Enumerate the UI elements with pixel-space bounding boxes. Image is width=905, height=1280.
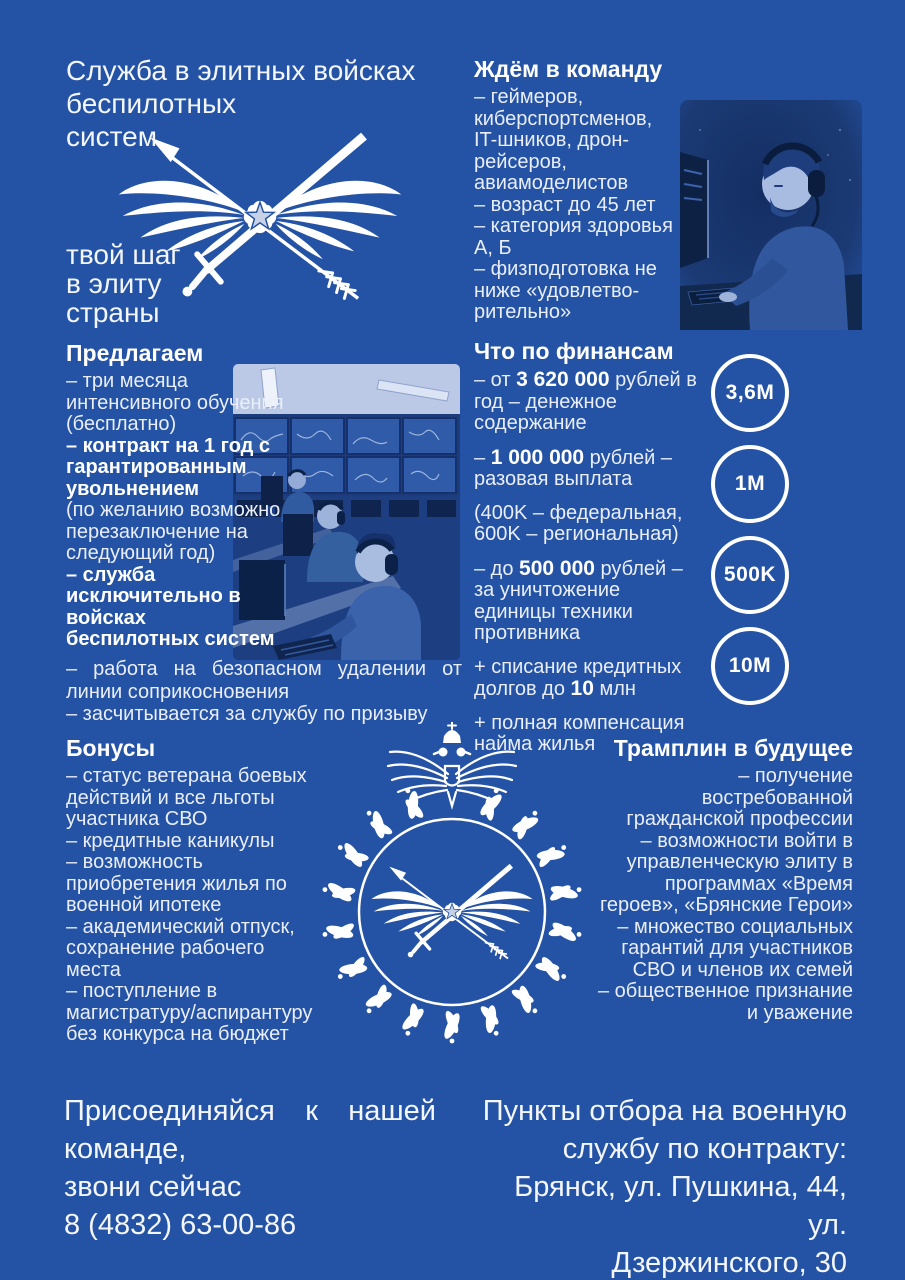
phone-number: 8 (4832) 63-00-86 [64, 1209, 297, 1241]
join-line: команде, [64, 1133, 187, 1165]
title-line: беспилотных [66, 88, 237, 119]
finance-item [474, 503, 702, 546]
section-offer [66, 340, 284, 651]
section-future [595, 735, 853, 1024]
finance-item [474, 558, 702, 645]
join-call-block [64, 1092, 436, 1244]
list-item: – возможности войти в управленческую элиту в программах «Время героев», «Брянские Герои» [600, 829, 853, 916]
section-team [474, 56, 679, 324]
title-line: Служба в элитных войсках [66, 55, 416, 86]
list-item: – поступление в магистратуру/аспирантуру без конкурса на бюджет [66, 980, 313, 1045]
finance-text: рублей – разовая выплата [474, 446, 673, 490]
money-badge: 500K [711, 536, 789, 614]
list-item: – академический отпуск, сохранение рабочего места [66, 915, 295, 981]
section-heading: Предлагаем [66, 340, 204, 366]
list-item: – получение востребованной гражданской профессии [626, 765, 853, 830]
finance-amount: 3 620 000 [516, 368, 610, 391]
list-item: – засчитывается за службу по призыву [66, 703, 428, 725]
section-heading: Бонусы [66, 735, 156, 761]
finance-amount: 1 000 000 [490, 445, 585, 469]
tagline-line: твой шаг [66, 239, 181, 270]
list-item: – геймеров, киберспортсменов, IT-шников, дрон-рейсеров, авиамоделистов [474, 86, 653, 194]
points-line: Пункты отбора на военную [482, 1095, 847, 1127]
list-item: – возможность приобретения жилья по военной ипотеке [66, 851, 287, 916]
list-item: – служба исключительно в войсках беспилотных систем [66, 563, 275, 650]
list-item: – кредитные каникулы [66, 829, 275, 852]
list-item: – статус ветерана боевых действий и все льготы участника СВО [66, 765, 307, 830]
finance-text: – [474, 446, 491, 469]
list-item: – общественное признание и уважение [598, 980, 853, 1024]
finance-item [474, 447, 702, 491]
list-item: – возраст до 45 лет [474, 193, 656, 216]
money-badge: 1M [711, 445, 789, 523]
money-badge: 10M [711, 627, 789, 705]
points-line: Дзержинского, 30 [611, 1247, 847, 1279]
finance-text: рублей – за уничтожение единицы техники противника [474, 557, 683, 644]
join-line: Присоединяйся к нашей [64, 1095, 436, 1127]
finance-amount: 10 [570, 677, 594, 700]
finance-text: – до [474, 557, 520, 580]
section-bonuses [66, 735, 321, 1046]
points-line: Брянск, ул. Пушкина, 44, ул. [514, 1171, 847, 1241]
money-badge: 3,6M [711, 354, 789, 432]
finance-item [474, 369, 702, 435]
list-item: – три месяца интенсивного обучения (бесплатно) [66, 370, 284, 435]
money-badges [711, 354, 789, 705]
list-item: – контракт на 1 год с гарантированным увольнением [66, 434, 271, 500]
section-finance [474, 338, 702, 768]
points-line: службу по контракту: [562, 1133, 847, 1165]
list-item: – физподготовка не ниже «удовлетво-рительно» [474, 258, 657, 323]
finance-text: рублей в год – денежное содержание [474, 369, 697, 434]
gamer-image [680, 100, 862, 330]
hero-tagline [66, 240, 181, 327]
list-item: (по желанию возможно перезаключение на следующий год) [66, 499, 281, 564]
finance-text: + полная компенсация найма жилья [474, 711, 685, 755]
finance-text: – от [474, 369, 517, 391]
finance-text: + списание кредитных долгов до [474, 655, 682, 700]
section-heading: Что по финансам [474, 338, 674, 364]
page-title [66, 54, 415, 153]
ministry-emblem-icon [298, 722, 606, 1067]
list-item: – работа на безопасном удалении от линии соприкосновения [66, 658, 462, 703]
finance-text: (400K – федеральная, 600K – региональная) [474, 501, 683, 545]
tagline-line: страны [66, 297, 160, 328]
finance-text: млн [593, 678, 636, 700]
finance-amount: 500 000 [519, 556, 595, 580]
section-heading: Трамплин в будущее [613, 735, 853, 761]
tagline-line: в элиту [66, 268, 162, 299]
eagle-crown [388, 722, 516, 806]
list-item: – множество социальных гарантий для участников СВО и членов их семей [617, 915, 853, 981]
section-heading: Ждём в команду [474, 56, 663, 82]
join-line: звони сейчас [64, 1171, 242, 1203]
selection-points-block [469, 1092, 847, 1280]
list-item: – категория здоровья А, Б [474, 215, 673, 259]
title-line: систем [66, 121, 157, 152]
finance-item [474, 657, 702, 701]
section-offer-wide [66, 658, 462, 726]
